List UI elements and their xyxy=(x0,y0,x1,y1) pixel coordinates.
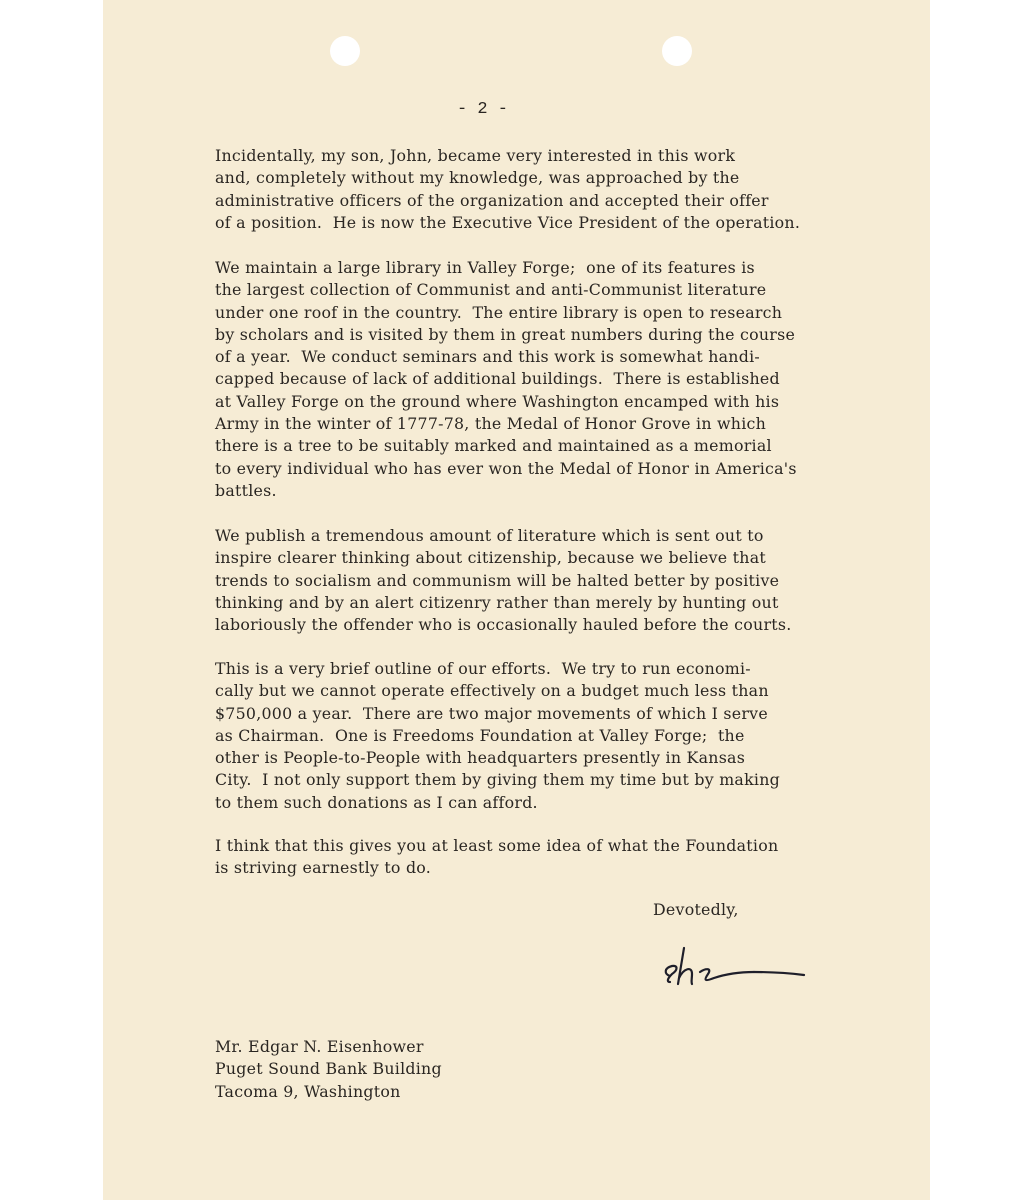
page-number: - 2 - xyxy=(456,100,508,119)
recipient-address xyxy=(215,1036,442,1103)
paragraph-1 xyxy=(215,145,800,234)
text-line: laboriously the offender who is occasionally hauled before the courts. xyxy=(215,615,792,635)
text-line: under one roof in the country. The entire library is open to research xyxy=(215,302,783,322)
paragraph-4 xyxy=(215,658,780,814)
text-line: of a year. We conduct seminars and this work is somewhat handi- xyxy=(215,347,760,367)
text-line: capped because of lack of additional buildings. There is established xyxy=(215,369,780,389)
text-line: to every individual who has ever won the Medal of Honor in America's xyxy=(215,458,797,478)
text-line: at Valley Forge on the ground where Washington encamped with his xyxy=(215,391,780,411)
text-line: is striving earnestly to do. xyxy=(215,858,432,878)
text-line: Incidentally, my son, John, became very interested in this work xyxy=(215,146,736,165)
text-line: battles. xyxy=(215,480,277,500)
text-line: by scholars and is visited by them in great numbers during the course xyxy=(215,324,796,344)
text-line: to them such donations as I can afford. xyxy=(215,792,538,812)
text-line: other is People-to-People with headquarters presently in Kansas xyxy=(215,748,746,768)
text-line: and, completely without my knowledge, was approached by the xyxy=(215,168,740,188)
letter-page xyxy=(103,0,930,1200)
text-line: inspire clearer thinking about citizenship, because we believe that xyxy=(215,548,766,568)
text-line: Army in the winter of 1777-78, the Medal of Honor Grove in which xyxy=(215,414,767,434)
text-line: administrative officers of the organization and accepted their offer xyxy=(215,190,769,210)
handwritten-signature xyxy=(658,938,818,994)
closing-salutation: Devotedly, xyxy=(653,900,739,919)
paragraph-2 xyxy=(215,257,797,502)
text-line: of a position. He is now the Executive Vice President of the operation. xyxy=(215,212,801,232)
text-line: the largest collection of Communist and anti-Communist literature xyxy=(215,280,767,300)
punch-hole-left xyxy=(330,36,360,66)
text-line: trends to socialism and communism will be halted better by positive xyxy=(215,570,780,590)
recipient-name: Mr. Edgar N. Eisenhower xyxy=(215,1037,424,1056)
text-line: This is a very brief outline of our efforts. We try to run economi- xyxy=(215,659,751,678)
text-line: cally but we cannot operate effectively on a budget much less than xyxy=(215,681,769,701)
text-line: $750,000 a year. There are two major movements of which I serve xyxy=(215,703,768,723)
text-line: We publish a tremendous amount of literature which is sent out to xyxy=(215,526,764,545)
recipient-building: Puget Sound Bank Building xyxy=(215,1059,442,1079)
recipient-city: Tacoma 9, Washington xyxy=(215,1081,401,1101)
text-line: there is a tree to be suitably marked and maintained as a memorial xyxy=(215,436,772,456)
paragraph-5 xyxy=(215,835,778,880)
text-line: I think that this gives you at least some idea of what the Foundation xyxy=(215,836,779,855)
text-line: thinking and by an alert citizenry rather than merely by hunting out xyxy=(215,592,779,612)
paragraph-3 xyxy=(215,525,791,636)
text-line: City. I not only support them by giving them my time but by making xyxy=(215,770,781,790)
text-line: as Chairman. One is Freedoms Foundation at Valley Forge; the xyxy=(215,725,745,745)
text-line: We maintain a large library in Valley Forge; one of its features is xyxy=(215,258,755,277)
punch-hole-right xyxy=(662,36,692,66)
